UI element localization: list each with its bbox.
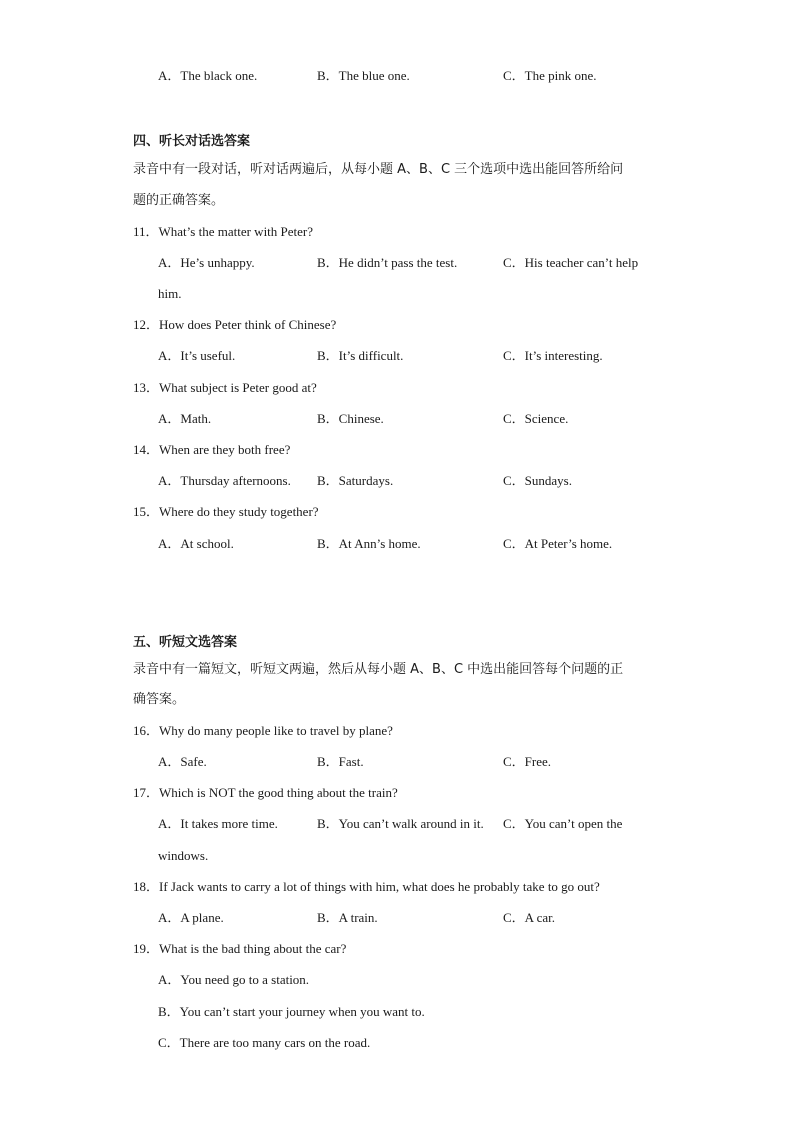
q13-option-b: B．Chinese.	[317, 411, 384, 426]
question-14: 14．When are they both free?	[133, 442, 291, 457]
q14-option-c: C．Sundays.	[503, 473, 572, 488]
section5-instruction-line2: 确答案。	[133, 692, 186, 707]
question-18: 18．If Jack wants to carry a lot of things with him, what does he probably take to go out?	[133, 879, 600, 894]
q13-option-c: C．Science.	[503, 411, 569, 426]
q13-option-a: A．Math.	[158, 411, 212, 426]
q16-option-b: B．Fast.	[317, 754, 364, 769]
question-19: 19．What is the bad thing about the car?	[133, 941, 347, 956]
section5-heading: 五、听短文选答案	[133, 635, 238, 650]
q18-option-b: B．A train.	[317, 910, 378, 925]
q15-option-a: A．At school.	[158, 536, 234, 551]
q10-option-a: A．The black one.	[158, 68, 258, 83]
q11-option-c: C．His teacher can’t help	[503, 255, 639, 270]
q15-option-c: C．At Peter’s home.	[503, 536, 613, 551]
q11-option-a: A．He’s unhappy.	[158, 255, 255, 270]
question-15: 15．Where do they study together?	[133, 504, 319, 519]
q19-option-c: C．There are too many cars on the road.	[158, 1035, 371, 1050]
section4-heading: 四、听长对话选答案	[133, 134, 251, 149]
q17-option-a: A．It takes more time.	[158, 816, 278, 831]
q14-option-b: B．Saturdays.	[317, 473, 394, 488]
q12-option-c: C．It’s interesting.	[503, 348, 603, 363]
q10-option-c: C．The pink one.	[503, 68, 597, 83]
q16-option-a: A．Safe.	[158, 754, 207, 769]
question-12: 12．How does Peter think of Chinese?	[133, 317, 337, 332]
section4-instruction-line1: 录音中有一段对话，听对话两遍后，从每小题 A、B、C 三个选项中选出能回答所给问	[133, 162, 624, 177]
q11-option-c-continuation: him.	[158, 286, 182, 301]
q19-option-a: A．You need go to a station.	[158, 972, 310, 987]
q12-option-a: A．It’s useful.	[158, 348, 236, 363]
question-16: 16．Why do many people like to travel by plane?	[133, 723, 393, 738]
q17-option-c: C．You can’t open the	[503, 816, 623, 831]
q12-option-b: B．It’s difficult.	[317, 348, 404, 363]
question-11: 11．What’s the matter with Peter?	[133, 224, 314, 239]
q19-option-b: B．You can’t start your journey when you want to.	[158, 1004, 425, 1019]
q16-option-c: C．Free.	[503, 754, 552, 769]
question-13: 13．What subject is Peter good at?	[133, 380, 317, 395]
q17-option-c-continuation: windows.	[158, 848, 209, 863]
q10-option-b: B．The blue one.	[317, 68, 410, 83]
q11-option-b: B．He didn’t pass the test.	[317, 255, 458, 270]
section4-instruction-line2: 题的正确答案。	[133, 193, 225, 208]
q18-option-a: A．A plane.	[158, 910, 224, 925]
section5-instruction-line1: 录音中有一篇短文，听短文两遍，然后从每小题 A、B、C 中选出能回答每个问题的正	[133, 662, 624, 677]
question-17: 17．Which is NOT the good thing about the train?	[133, 785, 398, 800]
q14-option-a: A．Thursday afternoons.	[158, 473, 291, 488]
q18-option-c: C．A car.	[503, 910, 555, 925]
q15-option-b: B．At Ann’s home.	[317, 536, 421, 551]
q17-option-b: B．You can’t walk around in it.	[317, 816, 484, 831]
